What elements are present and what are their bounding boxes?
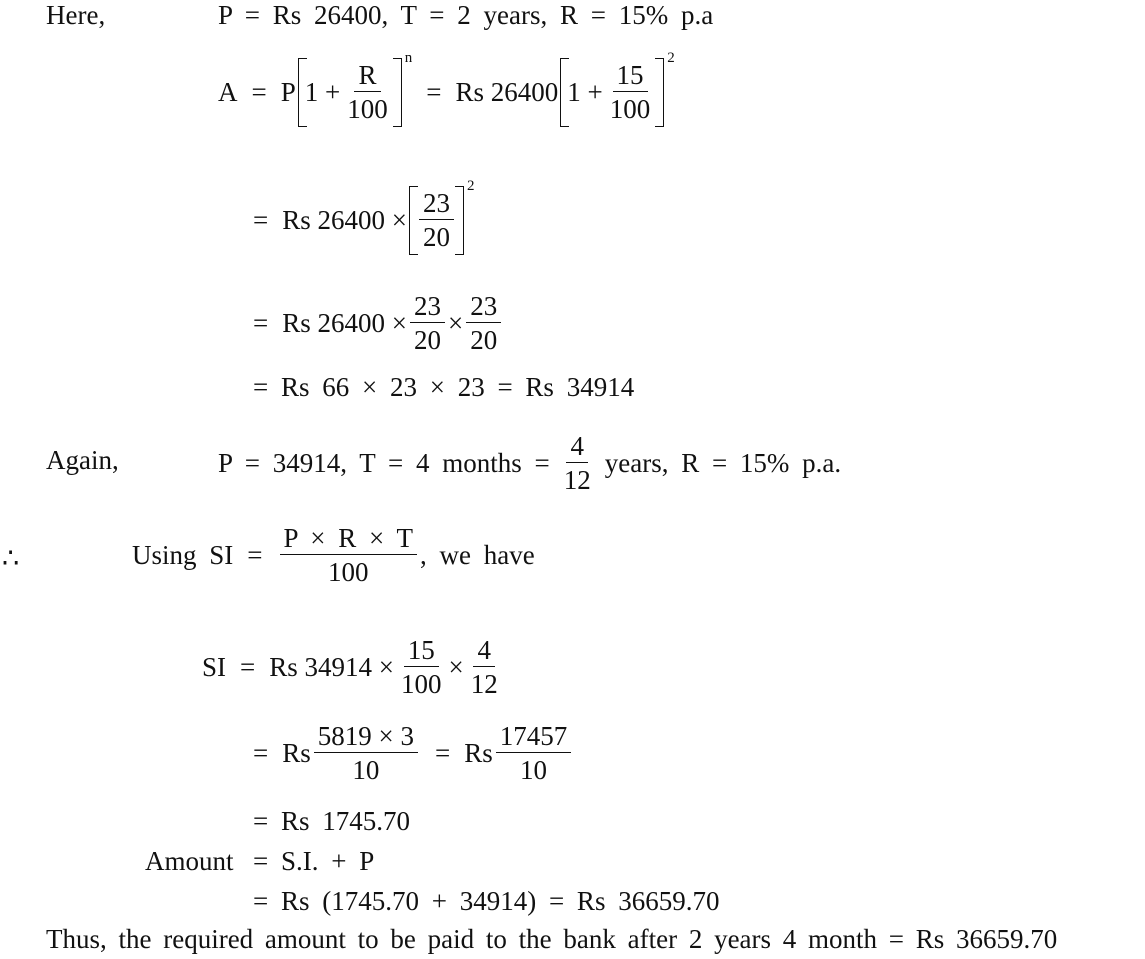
exponent-2: 2 — [466, 177, 475, 194]
bracket-expression — [560, 58, 664, 127]
denominator: 100 — [347, 94, 388, 125]
bracket-expression — [298, 58, 402, 127]
si-step-2 — [253, 722, 574, 785]
exponent-n: n — [404, 49, 413, 66]
step-3 — [253, 292, 504, 355]
bracket-expression — [409, 186, 464, 255]
denominator: 10 — [520, 755, 548, 786]
denominator: 100 — [327, 557, 369, 588]
fraction-17457-10 — [496, 722, 572, 785]
denominator: 20 — [470, 325, 498, 356]
si-label: SI — [202, 651, 227, 682]
equals-sign: = — [247, 539, 263, 570]
equals-sign: = — [240, 651, 256, 682]
again-text-2: years, R = 15% p.a. — [604, 447, 842, 478]
principal-times: Rs 26400 × — [282, 307, 407, 338]
equals-sign: = — [253, 204, 269, 235]
principal-times: Rs 34914 × — [269, 651, 394, 682]
numerator: 17457 — [496, 722, 572, 753]
numerator: 23 — [466, 292, 501, 323]
denominator: 100 — [609, 94, 651, 125]
again-label: Again, — [46, 445, 119, 475]
fraction-23-20 — [410, 292, 445, 355]
one-plus: 1 + — [304, 76, 341, 107]
var-a: A — [218, 76, 238, 107]
equals-sign: = — [251, 76, 267, 107]
times-sign: × — [447, 307, 464, 338]
fraction-4-12 — [560, 432, 595, 495]
fraction-prt-100 — [280, 524, 417, 587]
numerator: 4 — [566, 432, 588, 463]
again-text-1: P = 34914, T = 4 months = — [218, 447, 550, 478]
fraction-4-12 — [467, 636, 502, 699]
fraction-r-100 — [343, 61, 392, 124]
numerator: R — [354, 61, 380, 92]
si-result: = Rs 1745.70 — [253, 806, 410, 836]
conclusion-text: Thus, the required amount to be paid to the bank after 2 years 4 month = Rs 36659.70 — [46, 924, 1058, 954]
fraction-5819x3-10 — [314, 722, 418, 785]
step-2 — [253, 177, 475, 255]
amount-label: Amount — [145, 846, 234, 876]
denominator: 12 — [563, 465, 591, 496]
fraction-23-20 — [419, 189, 454, 252]
equals-sign: = — [426, 76, 442, 107]
denominator: 12 — [470, 669, 498, 700]
rs-label: Rs — [282, 737, 311, 768]
numerator: 5819 × 3 — [314, 722, 418, 753]
principal-rs: Rs 26400 — [455, 76, 559, 107]
denominator: 20 — [413, 325, 441, 356]
fraction-23-20 — [466, 292, 501, 355]
one-plus: 1 + — [567, 76, 603, 107]
numerator: 23 — [419, 189, 454, 220]
fraction-15-100 — [606, 61, 655, 124]
principal-times: Rs 26400 × — [282, 204, 407, 235]
numerator: P × R × T — [280, 524, 417, 555]
rs-label: Rs — [464, 737, 493, 768]
equals-sign: = — [253, 307, 269, 338]
therefore-symbol: ∴ — [2, 543, 20, 573]
numerator: 23 — [410, 292, 445, 323]
fraction-15-100 — [397, 636, 446, 699]
si-calculation — [202, 636, 505, 699]
equals-sign: = — [253, 737, 269, 768]
denominator: 100 — [401, 669, 442, 700]
times-sign: × — [448, 651, 464, 682]
equals-sign: = — [435, 737, 451, 768]
denominator: 10 — [352, 755, 380, 786]
given-values-2 — [218, 432, 841, 495]
exponent-2: 2 — [667, 49, 675, 66]
step-4: = Rs 66 × 23 × 23 = Rs 34914 — [253, 372, 635, 402]
using-si-label: Using SI — [132, 539, 234, 570]
numerator: 4 — [473, 636, 495, 667]
amount-line: = S.I. + P — [253, 846, 375, 876]
amount-calc: = Rs (1745.70 + 34914) = Rs 36659.70 — [253, 886, 720, 916]
numerator: 15 — [404, 636, 439, 667]
we-have-text: , we have — [419, 539, 535, 570]
given-values-1: P = Rs 26400, T = 2 years, R = 15% p.a — [218, 0, 714, 30]
si-formula-line — [132, 524, 535, 587]
denominator: 20 — [422, 222, 450, 253]
var-p: P — [280, 76, 296, 107]
here-label: Here, — [46, 0, 106, 30]
numerator: 15 — [613, 61, 648, 92]
compound-formula — [218, 49, 675, 127]
